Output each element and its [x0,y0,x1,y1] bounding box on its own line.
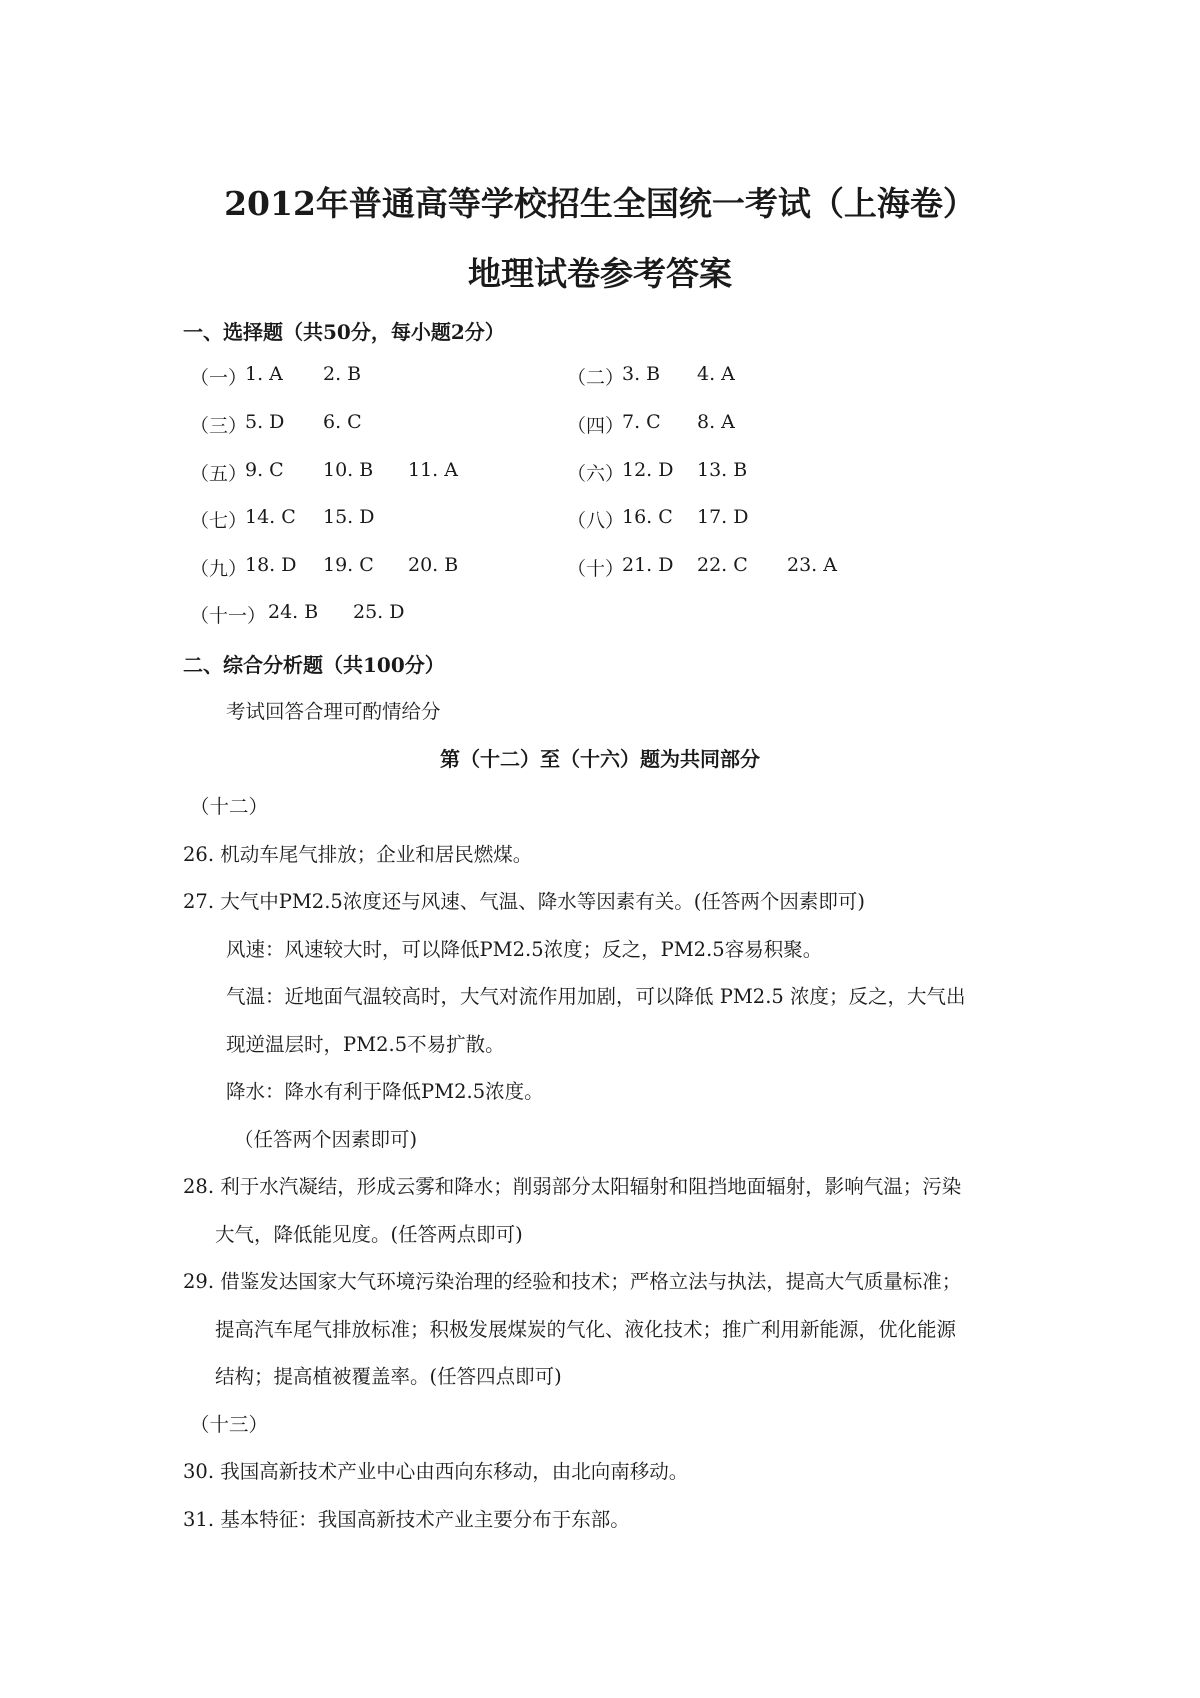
grading-note: 考试回答合理可酌情给分 [226,700,441,723]
answer: 14. C [245,506,296,528]
answer: 8. A [697,411,735,433]
group-label: （三） [190,415,248,437]
answer: 3. B [622,363,661,385]
answer-line: 结构；提高植被覆盖率。(任答四点即可) [215,1365,562,1388]
answer-line: 降水：降水有利于降低PM2.5浓度。 [226,1080,544,1103]
answer-line: 31. 基本特征：我国高新技术产业主要分布于东部。 [183,1508,630,1531]
group-label: （七） [190,510,248,532]
answer-line: 提高汽车尾气排放标准；积极发展煤炭的气化、液化技术；推广利用新能源，优化能源 [215,1318,957,1341]
question-group-label: （十三） [190,1413,269,1436]
answer: 20. B [408,554,459,576]
answer-line: 气温：近地面气温较高时，大气对流作用加剧，可以降低 PM2.5 浓度；反之，大气出 [226,985,966,1008]
answer: 23. A [787,554,837,576]
group-label: （六） [567,463,625,485]
common-part-heading: 第（十二）至（十六）题为共同部分 [440,747,760,771]
answer: 25. D [353,601,405,623]
section-heading-analysis: 二、综合分析题（共100分） [183,653,445,677]
answer: 9. C [245,459,284,481]
answer: 4. A [697,363,735,385]
group-label: （四） [567,415,625,437]
answer: 18. D [245,554,297,576]
answer: 10. B [323,459,374,481]
answer: 16. C [622,506,673,528]
section-heading-choice: 一、选择题（共50分，每小题2分） [183,320,505,344]
answer: 21. D [622,554,674,576]
answer: 22. C [697,554,748,576]
group-label: （九） [190,558,248,580]
answer-line: 28. 利于水汽凝结，形成云雾和降水；削弱部分太阳辐射和阻挡地面辐射，影响气温；污染 [183,1175,962,1198]
answer-line: 大气，降低能见度。(任答两点即可) [215,1223,523,1246]
group-label: （十） [567,558,625,580]
answer: 13. B [697,459,748,481]
answer-line: 27. 大气中PM2.5浓度还与风速、气温、降水等因素有关。(任答两个因素即可) [183,890,866,913]
answer: 7. C [622,411,661,433]
group-label: （十一） [190,605,267,627]
group-label: （五） [190,463,248,485]
answer-line: 30. 我国高新技术产业中心由西向东移动，由北向南移动。 [183,1460,689,1483]
group-label: （二） [567,367,625,389]
answer: 5. D [245,411,285,433]
page-title: 2012年普通高等学校招生全国统一考试（上海卷） [224,184,976,223]
answer: 24. B [268,601,319,623]
answer-line: 现逆温层时，PM2.5不易扩散。 [226,1033,505,1056]
answer: 19. C [323,554,374,576]
answer: 12. D [622,459,674,481]
answer-line: （任答两个因素即可) [234,1128,418,1151]
answer-line: 风速：风速较大时，可以降低PM2.5浓度；反之，PM2.5容易积聚。 [226,938,823,961]
page-subtitle: 地理试卷参考答案 [468,254,732,293]
answer: 17. D [697,506,749,528]
question-group-label: （十二） [190,795,269,818]
group-label: （八） [567,510,625,532]
answer: 2. B [323,363,362,385]
answer: 15. D [323,506,375,528]
answer: 6. C [323,411,362,433]
group-label: （一） [190,367,248,389]
answer-line: 26. 机动车尾气排放；企业和居民燃煤。 [183,843,533,866]
answer-line: 29. 借鉴发达国家大气环境污染治理的经验和技术；严格立法与执法，提高大气质量标准； [183,1270,962,1293]
answer: 1. A [245,363,283,385]
answer: 11. A [408,459,458,481]
